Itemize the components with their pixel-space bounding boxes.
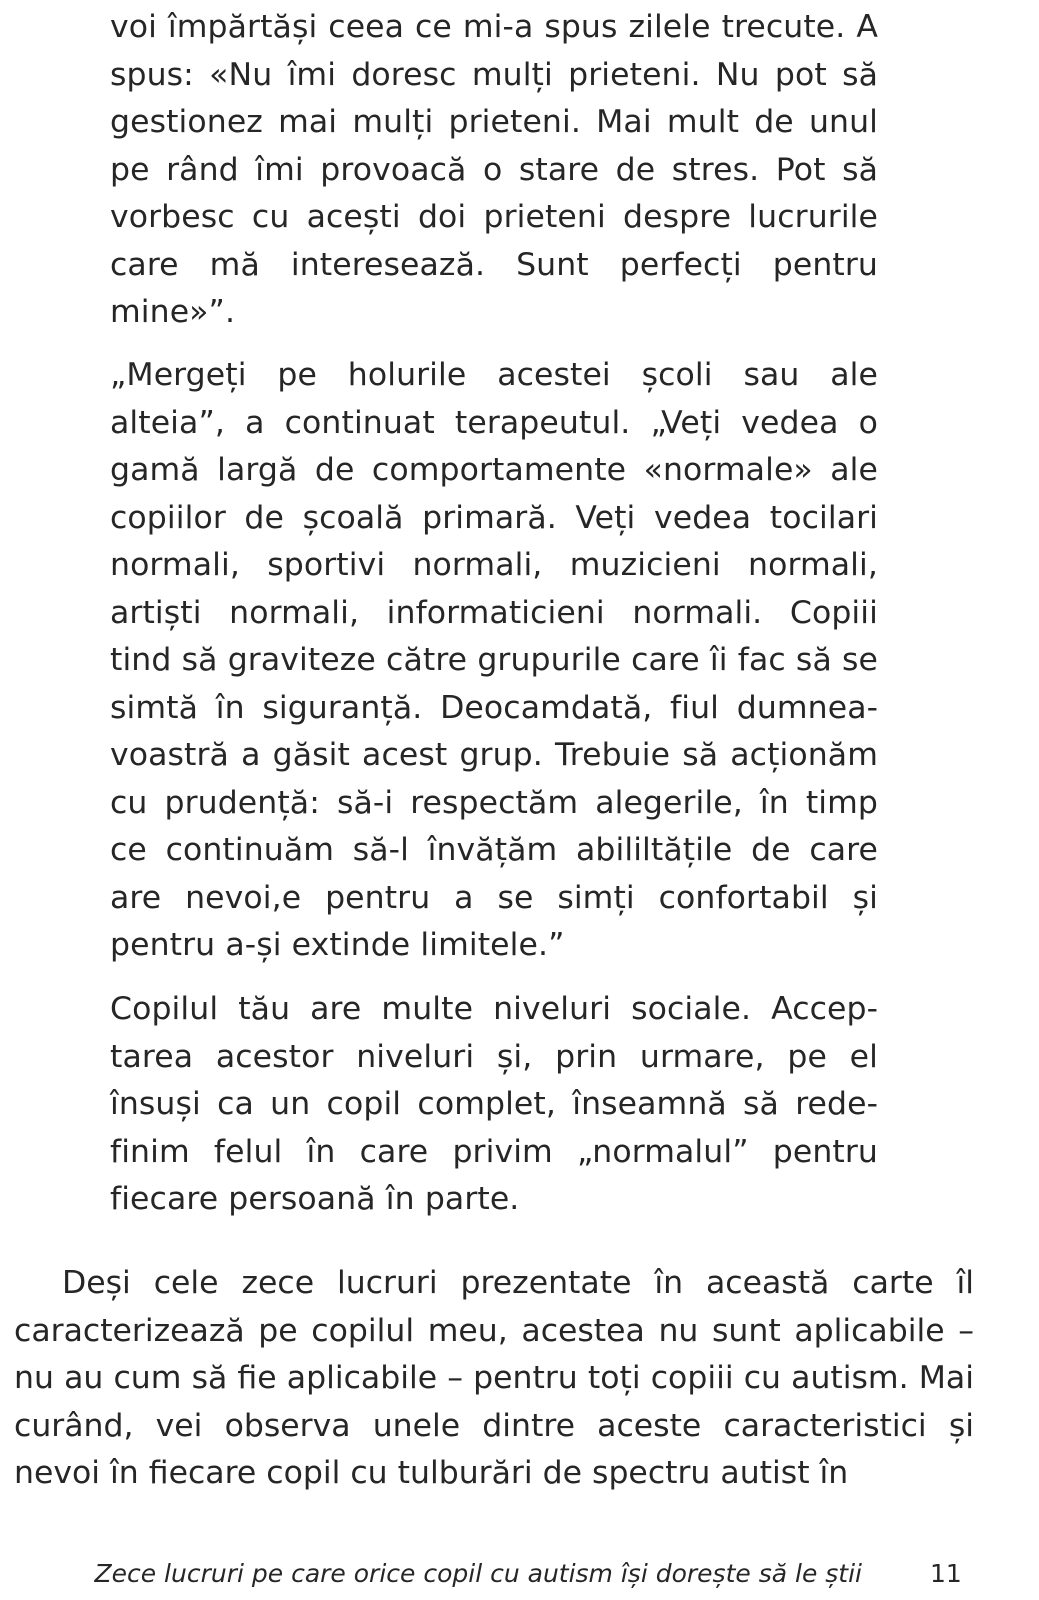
quote-text-1: voi împărtăși ceea ce mi-a spus zilele trecute. A spus: «Nu îmi doresc mulți prieteni. Nu pot să gestionez mai mulți prieteni. Mai mult de unul pe rând îmi provoacă o stare de stres. Pot să vorbesc cu acești doi prieteni despre lucrurile care mă interesează. Sunt perfecți pentru mine»”. [110,9,878,330]
quote-text-2: „Mergeți pe holurile acestei școli sau ale alteia”, a continuat terapeutul. „Veți vedea o gamă largă de comportamente «normale» ale copiilor de școală primară. Veți vedea tocilari normali, sportivi normali, muzicieni normali, artiști normali, informaticieni normali. Copiii tind să graviteze către grupurile care îi fac să se simtă în siguranță. Deocamdată, fiul dumneavoastră a găsit acest grup. Trebuie să acționăm cu prudență: să-i respectăm alegerile, în timp ce continuăm să-l învățăm abililtățile de care are nevoi,e pentru a se simți confortabil și pentru a-și extinde limitele.” [110,357,878,963]
running-footer-title: Zece lucruri pe care orice copil cu autism își dorește să le știi [94,1559,862,1588]
quote-paragraph-3 [110,986,878,1224]
quote-text-3: Copilul tău are multe niveluri sociale. Acceptarea acestor niveluri și, prin urmare, pe el însuși ca un copil complet, înseamnă să redefinim felul în care privim „normalul” pentru fiecare persoană în parte. [110,991,878,1217]
body-paragraph [14,1260,974,1498]
page-number: 11 [930,1559,962,1588]
page-footer [0,1555,1039,1595]
body-text: Deși cele zece lucruri prezentate în această carte îl caracterizează pe copilul meu, acestea nu sunt aplicabile – nu au cum să fie aplicabile – pentru toți copiii cu autism. Mai curând, vei observa unele dintre aceste caracteristici și nevoi în fiecare copil cu tulburări de spectru autist în [14,1265,974,1491]
quote-paragraph-1 [110,4,878,337]
quote-paragraph-2 [110,352,878,970]
